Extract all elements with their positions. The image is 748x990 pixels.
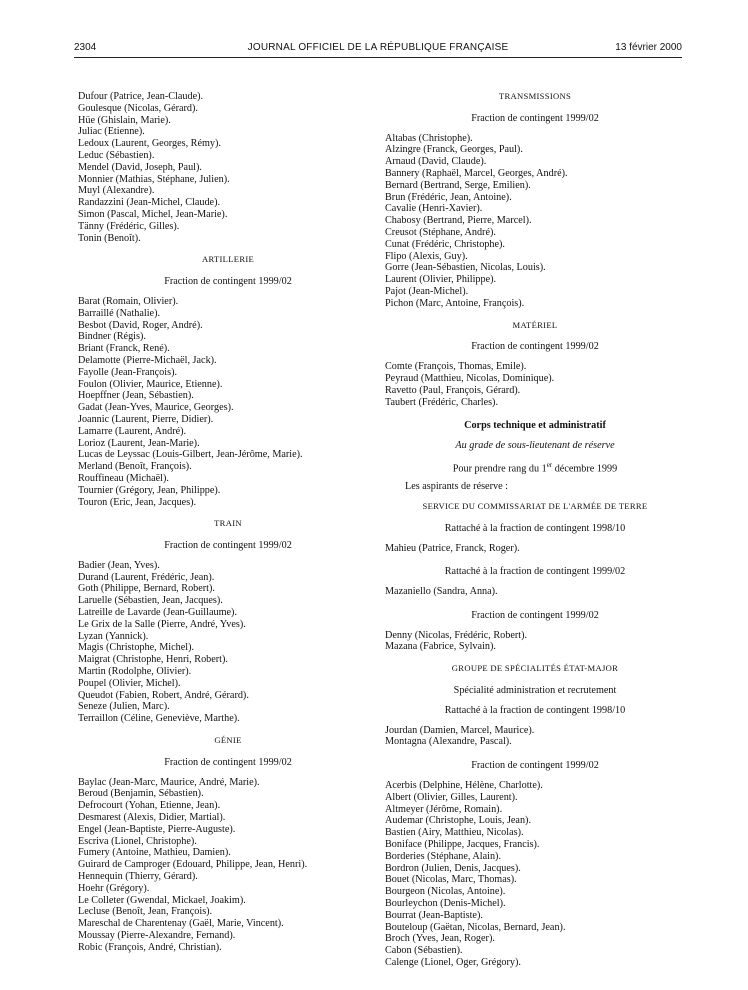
name-entry: Simon (Pascal, Michel, Jean-Marie). (78, 208, 228, 220)
name-entry: Cavalie (Henri-Xavier). (385, 203, 483, 215)
name-entry: Montagna (Alexandre, Pascal). (385, 736, 512, 748)
name-entry: Audemar (Christophe, Louis, Jean). (385, 815, 531, 827)
name-entry: Lamarre (Laurent, André). (78, 425, 187, 437)
rang-prefix: Pour prendre rang du 1 (452, 463, 547, 475)
name-entry: Bouteloup (Gaëtan, Nicolas, Bernard, Jean). (385, 921, 566, 933)
name-entry: Bourgeon (Nicolas, Antoine). (385, 886, 506, 898)
aspirants-line: Les aspirants de réserve : (405, 481, 508, 493)
section-subtitle-train: Fraction de contingent 1999/02 (164, 540, 292, 552)
name-entry: Mazana (Fabrice, Sylvain). (385, 641, 496, 653)
name-entry: Joannic (Laurent, Pierre, Didier). (78, 413, 214, 425)
name-entry: Fayolle (Jean-François). (78, 366, 178, 378)
name-entry: Desmarest (Alexis, Didier, Martial). (78, 812, 226, 824)
name-entry: Pichon (Marc, Antoine, François). (385, 297, 525, 309)
name-entry: Gadat (Jean-Yves, Maurice, Georges). (78, 402, 234, 414)
name-entry: Bindner (Régis). (78, 331, 146, 343)
page-header (74, 41, 682, 58)
transmissions-name-list (385, 133, 685, 310)
name-entry: Bastien (Airy, Matthieu, Nicolas). (385, 827, 524, 839)
name-entry: Denny (Nicolas, Frédéric, Robert). (385, 629, 528, 641)
block1-heading: Rattaché à la fraction de contingent 1998/10 (444, 522, 626, 534)
section-subtitle-genie: Fraction de contingent 1999/02 (164, 756, 292, 768)
name-entry: Albert (Olivier, Gilles, Laurent). (385, 791, 518, 803)
name-entry: Durand (Laurent, Frédéric, Jean). (78, 571, 215, 583)
name-entry: Delamotte (Pierre-Michaël, Jack). (78, 354, 217, 366)
name-entry: Flipo (Alexis, Guy). (385, 250, 468, 262)
name-entry: Terraillon (Céline, Geneviève, Marthe). (78, 713, 240, 725)
name-entry: Robic (François, André, Christian). (78, 941, 222, 953)
name-entry: Gorre (Jean-Sébastien, Nicolas, Louis). (385, 262, 546, 274)
section-title-transmissions: TRANSMISSIONS (498, 91, 572, 101)
section-title-train: TRAIN (214, 518, 242, 529)
name-entry: Latreille de Lavarde (Jean-Guillaume). (78, 607, 237, 619)
name-entry: Dufour (Patrice, Jean-Claude). (78, 91, 204, 102)
section-subtitle-transmissions: Fraction de contingent 1999/02 (471, 112, 599, 124)
name-entry: Tänny (Frédéric, Gilles). (78, 220, 180, 232)
block4-heading: Rattaché à la fraction de contingent 1998/10 (444, 704, 626, 716)
section-subtitle-artillerie: Fraction de contingent 1999/02 (164, 276, 292, 288)
block5-heading: Fraction de contingent 1999/02 (471, 760, 599, 772)
name-entry: Leduc (Sébastien). (78, 149, 155, 161)
name-entry: Le Grix de la Salle (Pierre, André, Yves). (78, 618, 246, 630)
name-entry: Queudot (Fabien, Robert, André, Gérard). (78, 689, 249, 701)
name-entry: Escriva (Lionel, Christophe). (78, 835, 197, 847)
block4-name-list (385, 725, 685, 749)
service-heading: SERVICE DU COMMISSARIAT DE L'ARMÉE DE TERRE (422, 500, 648, 511)
name-entry: Cunat (Frédéric, Christophe). (385, 238, 505, 250)
name-entry: Guirard de Camproger (Edouard, Philippe, Jean, Henri). (78, 859, 308, 871)
name-entry: Martin (Rodolphe, Olivier). (78, 666, 192, 678)
name-entry: Engel (Jean-Baptiste, Pierre-Auguste). (78, 823, 236, 835)
corps-title: Corps technique et administratif (464, 420, 606, 432)
name-entry: Monnier (Mathias, Stéphane, Julien). (78, 173, 230, 185)
name-entry: Mendel (David, Joseph, Paul). (78, 161, 202, 173)
name-entry: Bordron (Julien, Denis, Jacques). (385, 862, 521, 874)
name-entry: Baylac (Jean-Marc, Maurice, André, Marie). (78, 776, 260, 788)
section-title-materiel: MATÉRIEL (512, 319, 558, 330)
name-entry: Bernard (Bertrand, Serge, Emilien). (385, 179, 531, 191)
name-entry: Maigrat (Christophe, Henri, Robert). (78, 654, 228, 666)
name-entry: Tonin (Benoît). (78, 232, 141, 244)
rang-suffix: décembre 1999 (552, 463, 618, 475)
groupe-heading: GROUPE DE SPÉCIALITÉS ÉTAT-MAJOR (451, 663, 619, 674)
name-entry: Hennequin (Thierry, Gérard). (78, 871, 198, 883)
name-entry: Rouffineau (Michaël). (78, 472, 169, 484)
name-entry: Muyl (Alexandre). (78, 185, 155, 197)
page-number: 2304 (74, 42, 97, 53)
section-title-genie: GÉNIE (214, 735, 242, 746)
genie-name-list (78, 777, 378, 954)
name-entry: Creusot (Stéphane, André). (385, 226, 496, 238)
name-entry: Arnaud (David, Claude). (385, 156, 487, 168)
name-entry: Mazaniello (Sandra, Anna). (385, 586, 498, 598)
intro-name-list (78, 91, 378, 244)
block2-name-list (385, 586, 685, 598)
name-entry: Foulon (Olivier, Maurice, Etienne). (78, 378, 223, 390)
name-entry: Besbot (David, Roger, André). (78, 319, 203, 331)
name-entry: Poupel (Olivier, Michel). (78, 677, 181, 689)
section-title-artillerie: ARTILLERIE (201, 254, 255, 265)
artillerie-name-list (78, 296, 378, 508)
block5-name-list (385, 780, 685, 969)
name-entry: Alzingre (Franck, Georges, Paul). (385, 144, 523, 156)
grade-line: Au grade de sous-lieutenant de réserve (455, 440, 615, 452)
name-entry: Ravetto (Paul, François, Gérard). (385, 384, 521, 396)
name-entry: Beroud (Benjamin, Sébastien). (78, 788, 204, 800)
name-entry: Lyzan (Yannick). (78, 630, 149, 642)
block1-name-list (385, 543, 685, 555)
name-entry: Defrocourt (Yohan, Etienne, Jean). (78, 800, 221, 812)
materiel-name-list (385, 361, 685, 408)
name-entry: Bouet (Nicolas, Marc, Thomas). (385, 874, 517, 886)
name-entry: Goth (Philippe, Bernard, Robert). (78, 583, 215, 595)
left-column (78, 91, 378, 954)
name-entry: Barraillé (Nathalie). (78, 307, 161, 319)
name-entry: Le Colleter (Gwendal, Mickael, Joakim). (78, 894, 246, 906)
name-entry: Bannery (Raphaël, Marcel, Georges, André). (385, 167, 568, 179)
name-entry: Cabon (Sébastien). (385, 945, 463, 957)
name-entry: Magis (Christophe, Michel). (78, 642, 195, 654)
name-entry: Laruelle (Sébastien, Jean, Jacques). (78, 595, 223, 607)
train-name-list (78, 560, 378, 725)
name-entry: Lecluse (Benoît, Jean, François). (78, 906, 213, 918)
name-entry: Seneze (Julien, Marc). (78, 701, 170, 713)
name-entry: Mahieu (Patrice, Franck, Roger). (385, 542, 520, 554)
name-entry: Tournier (Grégory, Jean, Philippe). (78, 484, 221, 496)
name-entry: Acerbis (Delphine, Hélène, Charlotte). (385, 780, 543, 792)
rang-line (385, 460, 685, 475)
name-entry: Pajot (Jean-Michel). (385, 285, 469, 297)
name-entry: Randazzini (Jean-Michel, Claude). (78, 197, 221, 209)
right-column (385, 91, 685, 969)
block3-heading: Fraction de contingent 1999/02 (471, 609, 599, 621)
name-entry: Barat (Romain, Olivier). (78, 295, 179, 307)
name-entry: Altmeyer (Jérôme, Romain). (385, 803, 503, 815)
section-subtitle-materiel: Fraction de contingent 1999/02 (471, 341, 599, 353)
rang-superscript: er (546, 460, 553, 469)
name-entry: Hüe (Ghislain, Marie). (78, 114, 171, 126)
name-entry: Chabosy (Bertrand, Pierre, Marcel). (385, 215, 532, 227)
name-entry: Bourleychon (Denis-Michel). (385, 898, 506, 910)
name-entry: Broch (Yves, Jean, Roger). (385, 933, 495, 945)
name-entry: Calenge (Lionel, Oger, Grégory). (385, 957, 521, 969)
name-entry: Hoehr (Grégory). (78, 882, 150, 894)
name-entry: Jourdan (Damien, Marcel, Maurice). (385, 724, 535, 736)
name-entry: Lucas de Leyssac (Louis-Gilbert, Jean-Jérôme, Marie). (78, 449, 303, 461)
name-entry: Brun (Frédéric, Jean, Antoine). (385, 191, 512, 203)
name-entry: Ledoux (Laurent, Georges, Rémy). (78, 138, 221, 150)
name-entry: Boniface (Philippe, Jacques, Francis). (385, 839, 540, 851)
name-entry: Mareschal de Charentenay (Gaël, Marie, Vincent). (78, 918, 284, 930)
name-entry: Badier (Jean, Yves). (78, 559, 160, 571)
name-entry: Goulesque (Nicolas, Gérard). (78, 102, 198, 114)
issue-date: 13 février 2000 (615, 42, 682, 53)
name-entry: Borderies (Stéphane, Alain). (385, 850, 501, 862)
name-entry: Fumery (Antoine, Mathieu, Damien). (78, 847, 231, 859)
name-entry: Briant (Franck, René). (78, 343, 170, 355)
name-entry: Touron (Eric, Jean, Jacques). (78, 496, 197, 508)
name-entry: Laurent (Olivier, Philippe). (385, 274, 497, 286)
name-entry: Hoepffner (Jean, Sébastien). (78, 390, 194, 402)
specialite-line: Spécialité administration et recrutement (453, 685, 617, 697)
name-entry: Moussay (Pierre-Alexandre, Fernand). (78, 930, 236, 941)
name-entry: Lorioz (Laurent, Jean-Marie). (78, 437, 200, 449)
name-entry: Taubert (Frédéric, Charles). (385, 396, 498, 408)
name-entry: Juliac (Etienne). (78, 126, 145, 138)
name-entry: Comte (François, Thomas, Emile). (385, 361, 527, 373)
name-entry: Peyraud (Matthieu, Nicolas, Dominique). (385, 372, 555, 384)
name-entry: Altabas (Christophe). (385, 132, 473, 144)
name-entry: Merland (Benoît, François). (78, 461, 192, 473)
name-entry: Bourrat (Jean-Baptiste). (385, 909, 483, 921)
block2-heading: Rattaché à la fraction de contingent 1999/02 (444, 566, 626, 578)
journal-title: JOURNAL OFFICIEL DE LA RÉPUBLIQUE FRANÇAISE (247, 42, 509, 53)
block3-name-list (385, 630, 685, 654)
